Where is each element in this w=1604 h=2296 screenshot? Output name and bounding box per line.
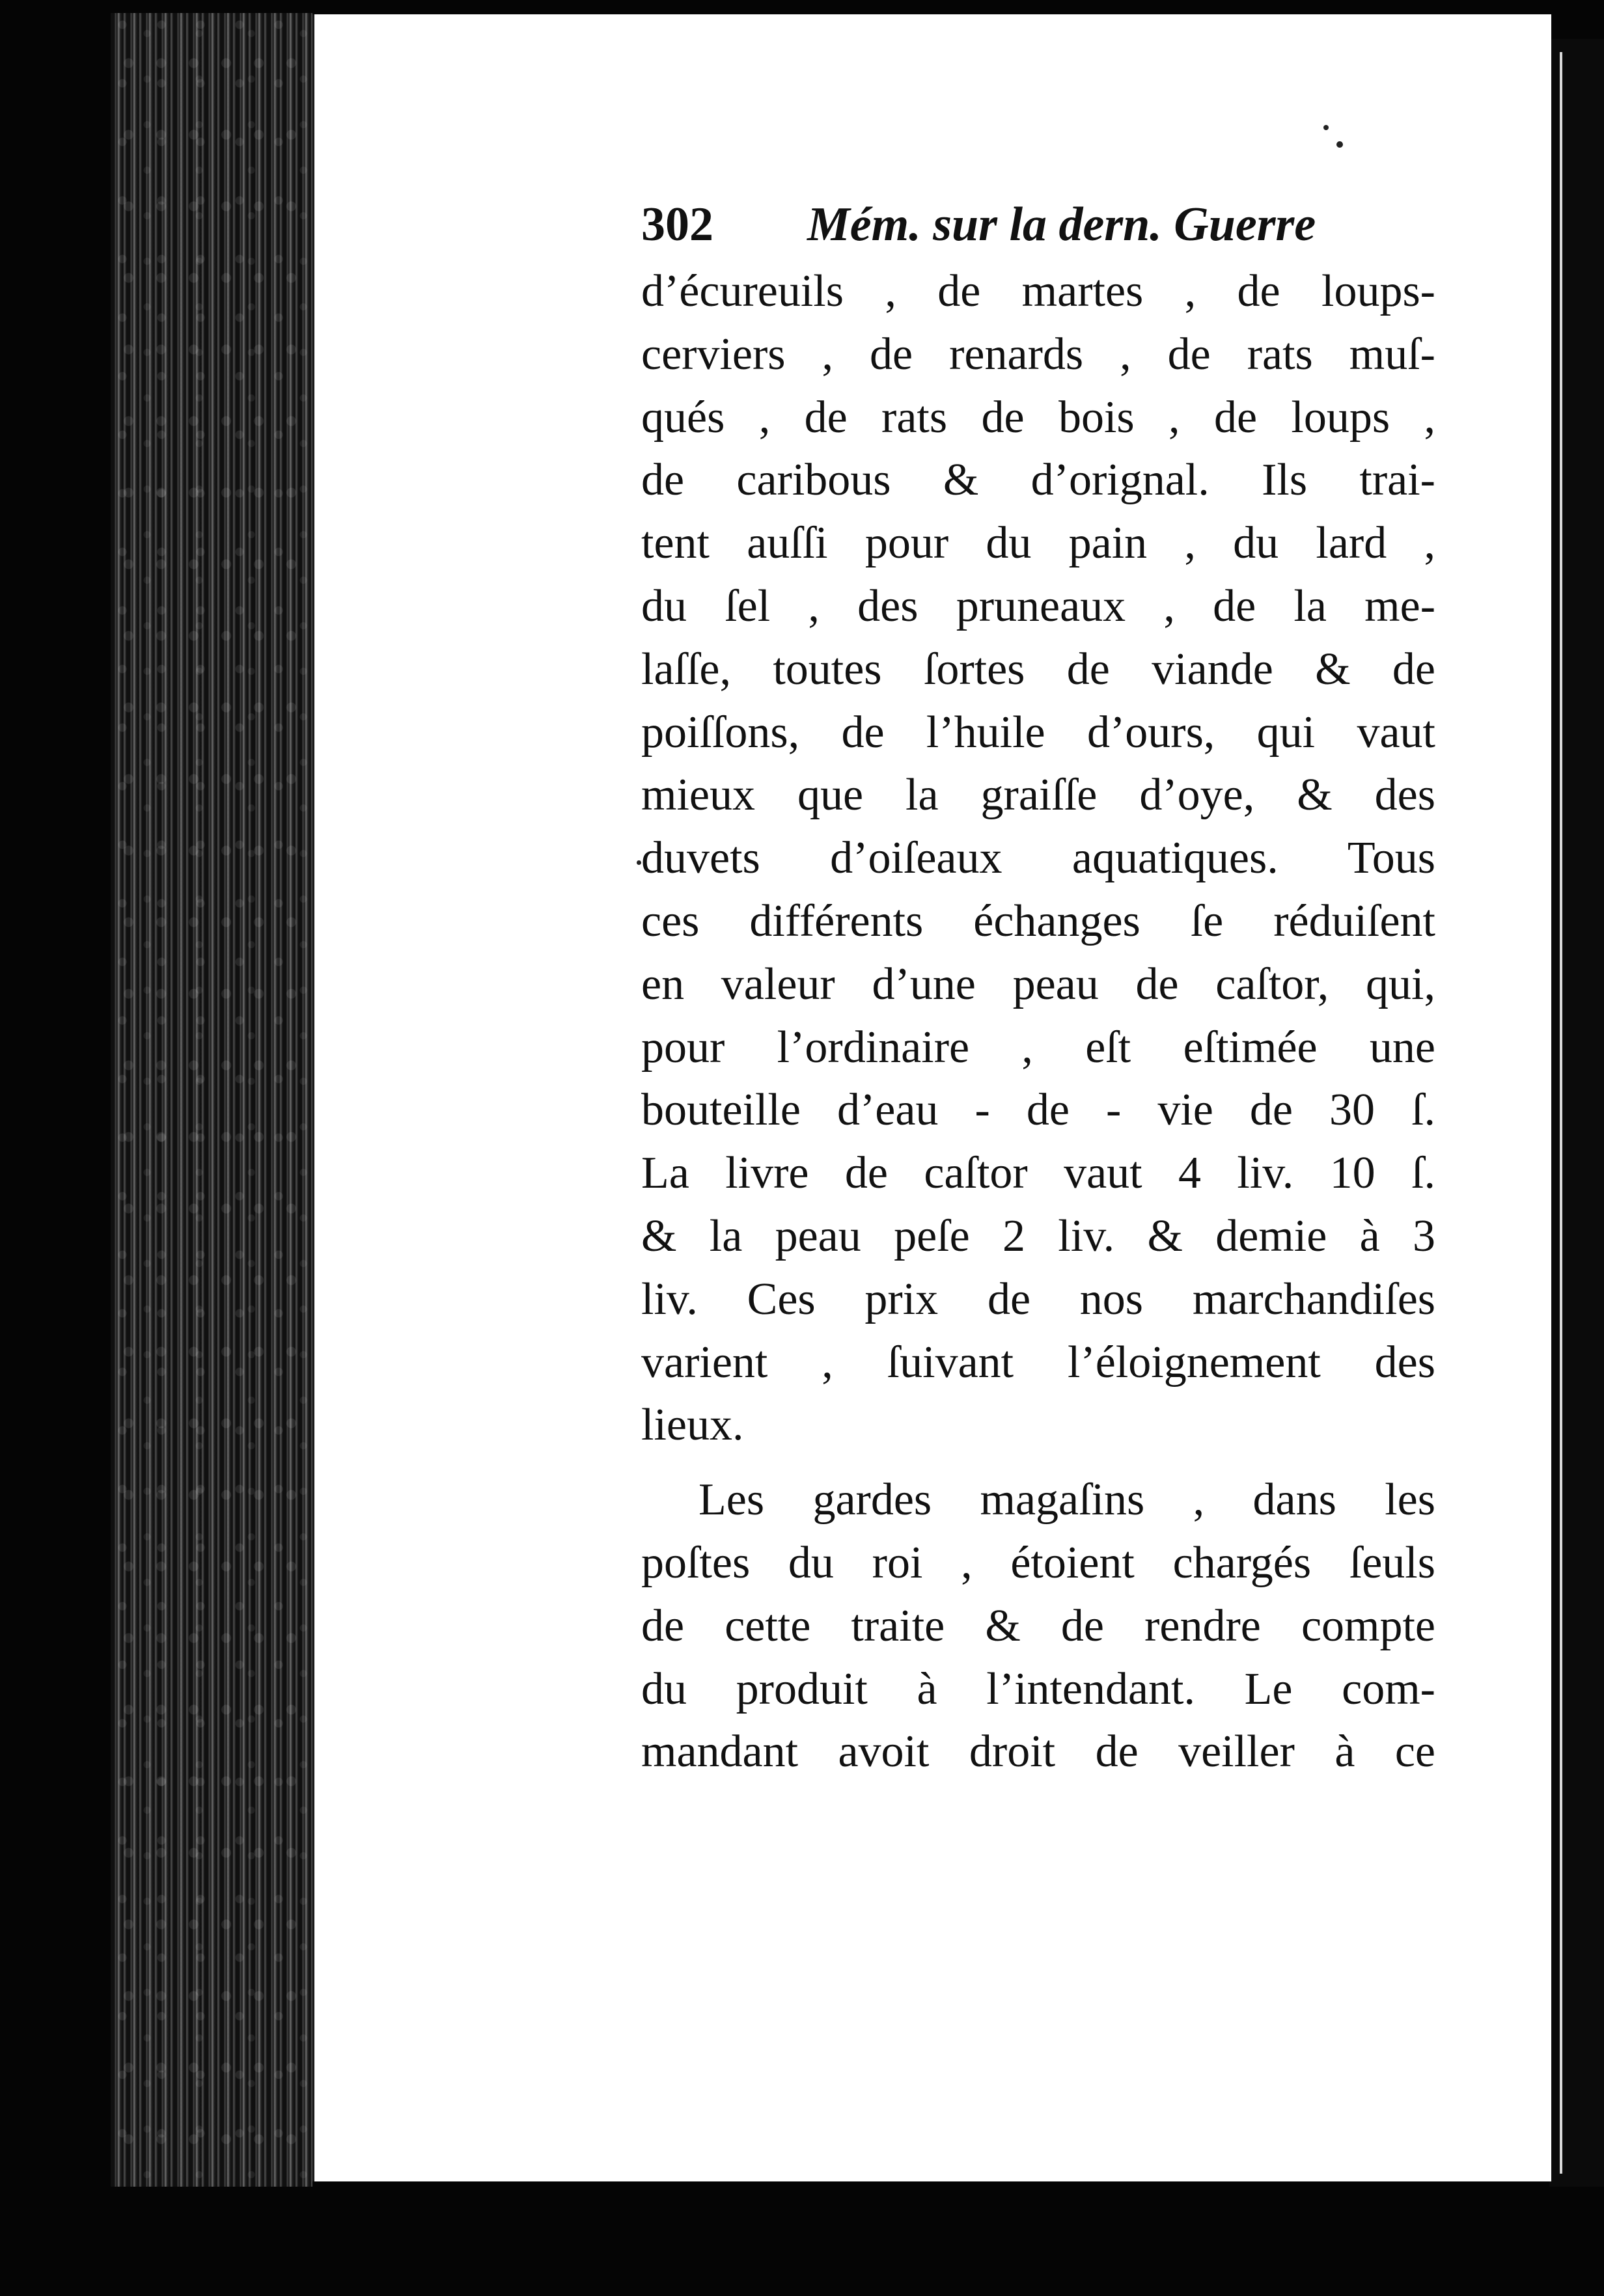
text-line: ces différents échanges ſe réduiſent (641, 895, 1435, 946)
text-line: du ſel , des pruneaux , de la me- (641, 581, 1435, 631)
ink-speck (1323, 125, 1329, 130)
text-block (641, 189, 1435, 1784)
text-line: de cette traite & de rendre compte (641, 1600, 1435, 1651)
paragraph (641, 1469, 1435, 1784)
facing-page-edge (1549, 39, 1604, 2187)
text-line: en valeur d’une peau de caſtor, qui, (641, 959, 1435, 1009)
text-line: d’écureuils , de martes , de loups- (641, 266, 1435, 316)
paragraph (641, 260, 1435, 1457)
text-line: de caribous & d’orignal. Ils trai- (641, 455, 1435, 506)
text-line: qués , de rats de bois , de loups , (641, 392, 1435, 443)
facing-page-edge-line (1560, 52, 1562, 2174)
text-line: & la peau peſe 2 liv. & demie à 3 (641, 1210, 1435, 1261)
text-line: poiſſons, de l’huile d’ours, qui vaut (641, 707, 1435, 758)
text-line: laſſe, toutes ſortes de viande & de (641, 644, 1435, 694)
text-line: Les gardes magaſins , dans les (698, 1475, 1435, 1525)
text-line: duvets d’oiſeaux aquatiques. Tous (641, 833, 1435, 884)
text-line: mandant avoit droit de veiller à ce (641, 1727, 1435, 1777)
ink-speck (1336, 141, 1343, 148)
text-line: tent auſſi pour du pain , du lard , (641, 518, 1435, 569)
text-line: mieux que la graiſſe d’oye, & des (641, 770, 1435, 821)
paragraph-gap (641, 1457, 1435, 1469)
text-line: lieux. (641, 1400, 744, 1451)
ink-speck (637, 860, 641, 865)
text-line: liv. Ces prix de nos marchandiſes (641, 1274, 1435, 1324)
text-line: poſtes du roi , étoient chargés ſeuls (641, 1537, 1435, 1588)
running-title: Mém. sur la dern. Guerre (807, 198, 1316, 251)
running-head (641, 189, 1435, 260)
text-line: varient , ſuivant l’éloignement des (641, 1337, 1435, 1387)
text-line: pour l’ordinaire , eſt eſtimée une (641, 1022, 1435, 1073)
text-line: La livre de caſtor vaut 4 liv. 10 ſ. (641, 1148, 1435, 1199)
text-line: bouteille d’eau - de - vie de 30 ſ. (641, 1085, 1435, 1136)
book-page-edges (111, 13, 312, 2187)
text-line: du produit à l’intendant. Le com- (641, 1663, 1435, 1714)
body-text (641, 260, 1435, 1784)
page-number: 302 (641, 198, 713, 251)
text-line: cerviers , de renards , de rats muſ- (641, 329, 1435, 379)
